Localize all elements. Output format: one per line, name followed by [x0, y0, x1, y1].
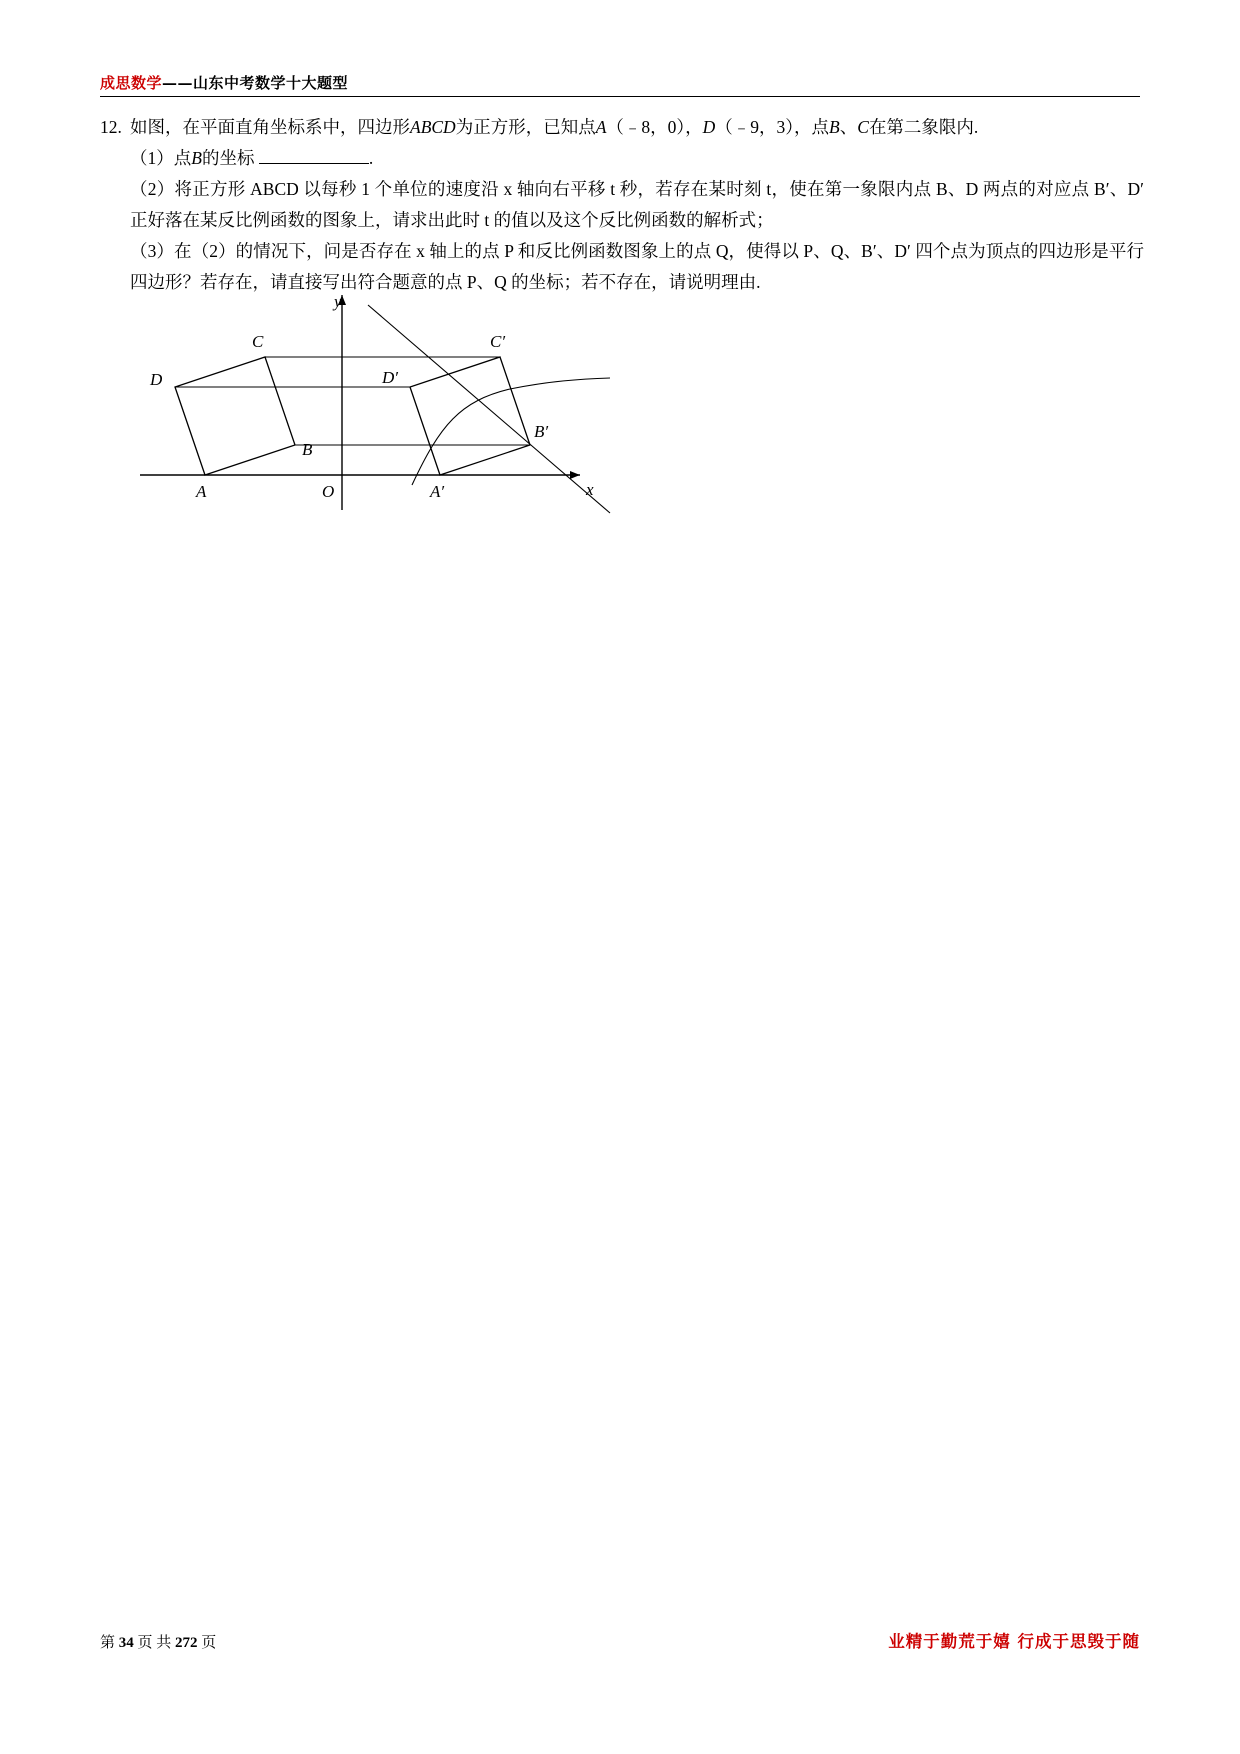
stem-dun-1: 、: [839, 117, 858, 137]
stem-point-b: B: [829, 117, 840, 137]
label-B: B: [302, 440, 313, 459]
stem-abcd: ABCD: [410, 117, 456, 137]
stem-text-1: 如图，在平面直角坐标系中，四边形: [130, 117, 410, 137]
label-B-prime: B′: [534, 422, 549, 441]
page-header: [100, 72, 1140, 93]
stem-point-a: A: [595, 117, 607, 137]
item1-pre: （1）点: [130, 148, 192, 168]
label-C-prime: C′: [490, 332, 506, 351]
stem-text-3: ，点: [794, 117, 830, 137]
item1-post: 的坐标: [201, 148, 255, 168]
label-D: D: [150, 370, 163, 389]
question-block: [100, 112, 1144, 298]
page-number: 34: [118, 1635, 134, 1651]
label-x-axis: x: [586, 480, 594, 499]
label-origin: O: [322, 482, 335, 501]
stem-point-c: C: [857, 117, 869, 137]
stem-text-2: 为正方形，已知点: [455, 117, 596, 137]
question-item-1: [130, 143, 1144, 174]
question-item-3: （3）在（2）的情况下，问是否存在 x 轴上的点 P 和反比例函数图象上的点 Q，使得以 P、Q、B′、D′ 四个点为顶点的四边形是平行四边形？若存在，请直接写出符合题意的点 P、Q 的坐标；若不存在，请说明理由.: [130, 241, 1144, 292]
question-stem-row: [100, 112, 1144, 143]
item1-end: .: [368, 148, 374, 168]
stem-point-d: D: [702, 117, 716, 137]
stem-comma: ，: [685, 117, 703, 137]
page-prefix: 第: [100, 1635, 116, 1651]
stem-a-coord: （﹣8，0）: [606, 117, 686, 137]
brand-name: 成思数学: [100, 74, 163, 92]
header-divider: [100, 96, 1140, 97]
label-D-prime: D′: [382, 368, 398, 387]
question-stem: [130, 112, 1144, 143]
page-suffix: 页: [201, 1635, 217, 1651]
page-middle: 页 共: [137, 1635, 172, 1651]
brand-subtitle: ——山东中考数学十大题型: [162, 74, 349, 92]
question-item-2: （2）将正方形 ABCD 以每秒 1 个单位的速度沿 x 轴向右平移 t 秒，若存在某时刻 t，使在第一象限内点 B、D 两点的对应点 B′、D′ 正好落在某反比例函数的图象上，请求出此时 t 的值以及这个反比例函数的解析式；: [130, 179, 1144, 230]
label-y-axis: y: [334, 292, 342, 311]
answer-blank[interactable]: [259, 146, 369, 164]
label-A: A: [196, 482, 207, 501]
geometry-figure: [110, 285, 630, 525]
page-footer: [100, 1628, 1140, 1652]
footer-motto: 业精于勤荒于嬉 行成于思毁于随: [888, 1632, 1140, 1651]
label-C: C: [252, 332, 264, 351]
label-A-prime: A′: [430, 482, 445, 501]
stem-text-4: 在第二象限内.: [868, 117, 979, 137]
stem-d-coord: （﹣9，3）: [715, 117, 795, 137]
item1-point-b: B: [191, 148, 202, 168]
page-indicator: [100, 1631, 216, 1652]
total-pages: 272: [175, 1635, 198, 1651]
question-number: 12.: [100, 117, 122, 137]
